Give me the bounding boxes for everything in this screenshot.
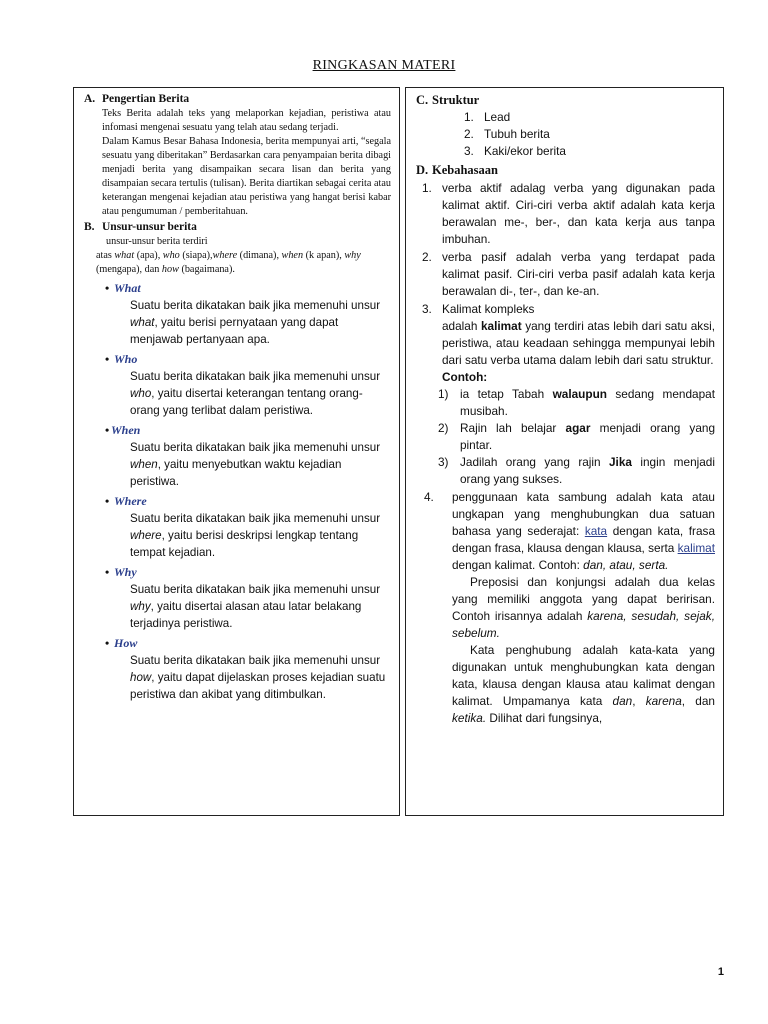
kebahasaan-item-4-paragraph-2: Preposisi dan konjungsi adalah dua kelas yang memiliki anggota yang dapat beririsan. Contoh irisannya adalah karena, sesudah, sejak, sebelum. (452, 575, 715, 640)
kebahasaan-item-4-paragraph-3: Kata penghubung adalah kata-kata yang digunakan untuk menghubungkan kata dengan kata, klausa dengan klausa atau kalimat dengan kalimat. Umpamanya kata dan, karena, dan ketika. Dilihat dari fungsinya, (452, 643, 715, 725)
section-a-paragraph-1: Teks Berita adalah teks yang melaporkan kejadian, peristiwa atau infomasi mengenai sesuatu yang telah atau sedang terjadi. (102, 108, 391, 133)
unsur-item-why-heading: • Why (84, 564, 391, 581)
kebahasaan-item-3: 3. Kalimat kompleks adalah kalimat yang terdiri atas lebih dari satu aksi, peristiwa, atau keadaan sehingga mempunyai lebih dari satu verba utama dalam lebih dari satu struktur. (422, 302, 715, 367)
contoh-list (416, 386, 715, 488)
kebahasaan-item-4: 4. penggunaan kata sambung adalah kata atau ungkapan yang menghubungkan dua satuan bahasa yang sederajat: kata dengan kata, frasa dengan frasa, klausa dengan klausa, serta kalimat dengan kalimat. Contoh: dan, atau, serta. Preposisi dan konjungsi adalah dua kelas yang memiliki anggota yang dapat beririsan. Contoh irisannya adalah karena, sesudah, sejak, sebelum. Kata penghubung adalah kata-kata yang digunakan untuk menghubungkan kata dengan kata, klausa dengan klausa atau kalimat dengan kalimat. Umpamanya kata dan, karena, dan ketika. Dilihat dari fungsinya, (424, 490, 715, 725)
page-title: RINGKASAN MATERI (312, 58, 456, 73)
list-item: 3) Jadilah orang yang rajin Jika ingin menjadi orang yang sukses. (438, 455, 715, 486)
section-d-heading (416, 162, 715, 179)
unsur-item-where-body: Suatu berita dikatakan baik jika memenuhi unsur where, yaitu berisi deskripsi lengkap tentang tempat kejadian. (130, 512, 381, 559)
struktur-list (416, 109, 715, 160)
unsur-item-what-heading: • What (84, 280, 391, 297)
section-letter: B. (84, 221, 95, 233)
section-title: Kebahasaan (432, 163, 498, 177)
list-item: 2. Tubuh berita (464, 127, 550, 141)
unsur-item-how-heading: • How (84, 635, 391, 652)
kalimat-link[interactable]: kalimat (677, 541, 715, 555)
unsur-item-who-heading: • Who (84, 351, 391, 368)
section-a-heading (84, 92, 391, 107)
unsur-item-when-heading: • When (84, 422, 391, 439)
section-letter: C. (416, 93, 429, 107)
section-title: Unsur-unsur berita (102, 221, 197, 233)
section-b-intro-1: unsur-unsur berita terdiri (106, 236, 208, 247)
unsur-item-who-body: Suatu berita dikatakan baik jika memenuhi unsur who, yaitu disertai keterangan tentang orang-orang yang terlibat dalam peristiwa. (130, 370, 381, 417)
list-item: 1. Lead (464, 110, 511, 124)
contoh-heading: Contoh: (442, 370, 488, 384)
section-a-paragraph-2: Dalam Kamus Besar Bahasa Indonesia, berita mempunyai arti, “segala sesuatu yang diberitakan” Berdasarkan cara penyampaian berita dibagi menjadi berita yang disampaikan secara lisan dan berita yang disampaian secara tertulis (tulisan). Berita diartikan sebagai cerita atau keterangan mengenai kejadian atau peristiwa yang hangat berisi kabar atau pengumuman / pemberitahuan. (102, 136, 391, 217)
section-letter: A. (84, 93, 96, 105)
page-number: 1 (717, 966, 724, 978)
section-letter: D. (416, 163, 429, 177)
list-item: 1) ia tetap Tabah walaupun sedang mendapat musibah. (438, 387, 715, 418)
list-item: 3. Kaki/ekor berita (464, 144, 566, 158)
kebahasaan-item-1: 1. verba aktif adalag verba yang digunakan pada kalimat aktif. Ciri-ciri verba aktif adalah kata kerja berawalan me-, ber-, dan kata kerja aus tanpa imbuhan. (422, 181, 715, 246)
left-column-box (73, 87, 400, 816)
kebahasaan-item-2: 2. verba pasif adalah verba yang terdapat pada kalimat pasif. Ciri-ciri verba pasif adalah kata kerja berawalan di-, ter-, dan ke-an. (422, 250, 715, 298)
unsur-item-how-body: Suatu berita dikatakan baik jika memenuhi unsur how, yaitu dapat dijelaskan proses kejadian suatu peristiwa dan akibat yang ditimbulkan. (130, 654, 386, 701)
section-c-heading (416, 92, 715, 109)
unsur-item-when-body: Suatu berita dikatakan baik jika memenuhi unsur when, yaitu menyebutkan waktu kejadian peristiwa. (130, 441, 381, 488)
right-column-box (405, 87, 724, 816)
unsur-item-where-heading: • Where (84, 493, 391, 510)
unsur-item-what-body: Suatu berita dikatakan baik jika memenuhi unsur what, yaitu berisi pernyataan yang dapat menjawab pertanyaan apa. (130, 299, 381, 346)
list-item: 2) Rajin lah belajar agar menjadi orang yang pintar. (438, 421, 715, 452)
unsur-item-why-body: Suatu berita dikatakan baik jika memenuhi unsur why, yaitu disertai alasan atau latar belakang terjadinya peristiwa. (130, 583, 381, 630)
section-b-heading (84, 220, 391, 235)
kata-link[interactable]: kata (584, 524, 608, 538)
unsur-list (84, 280, 391, 703)
section-title: Pengertian Berita (102, 93, 190, 105)
section-b-intro-2: atas what (apa), who (siapa),where (dimana), when (k apan), why (mengapa), dan how (bagaimana). (96, 250, 361, 275)
section-title: Struktur (432, 93, 480, 107)
